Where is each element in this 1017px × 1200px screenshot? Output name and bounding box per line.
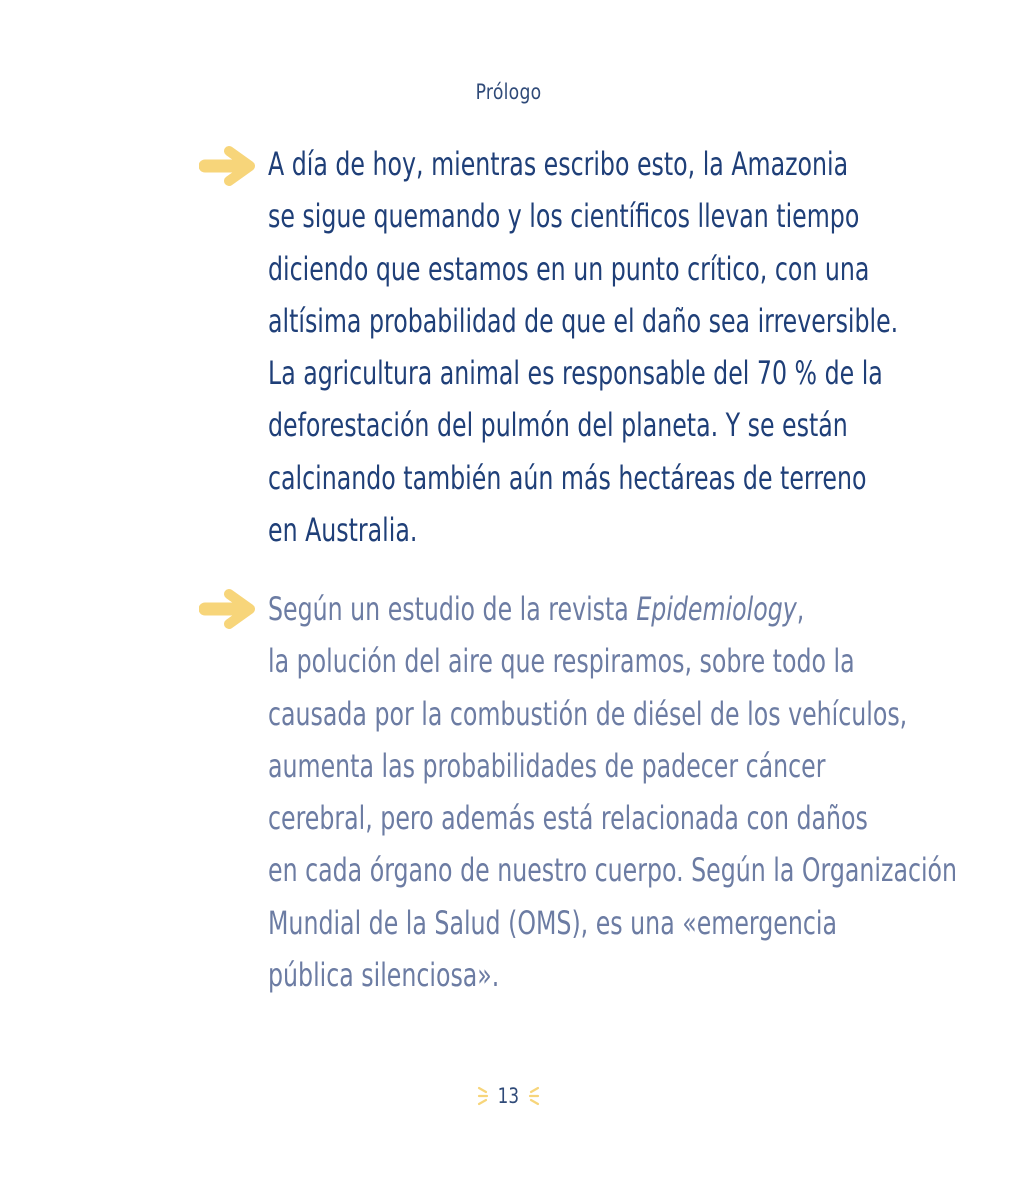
paragraph-line: A día de hoy, mientras escribo esto, la Amazonia [268, 145, 849, 183]
paragraph-line [268, 583, 957, 635]
paragraph-line: causada por la combustión de diésel de los vehículos, [268, 694, 908, 733]
decorative-ticks-right-icon [528, 1085, 540, 1107]
arrow-right-icon [199, 587, 259, 631]
paragraph-line: deforestación del pulmón del planeta. Y se están [268, 406, 848, 445]
line-text: , [796, 590, 805, 628]
paragraph-line: La agricultura animal es responsable del 70 % de la [268, 354, 883, 393]
paragraph-line: la polución del aire que respiramos, sobre todo la [268, 642, 855, 681]
paragraph-line: pública silenciosa». [268, 956, 500, 995]
paragraph-line: aumenta las probabilidades de padecer cáncer [268, 746, 826, 785]
line-text: Según un estudio de la revista [268, 590, 637, 628]
paragraph-line: cerebral, pero además está relacionada con daños [268, 799, 868, 838]
paragraph-line: calcinando también aún más hectáreas de terreno [268, 458, 867, 497]
arrow-right-icon [199, 144, 259, 188]
page-number: 13 [497, 1084, 520, 1108]
paragraph-line: en cada órgano de nuestro cuerpo. Según la Organización [268, 851, 958, 890]
paragraph-line: altísima probabilidad de que el daño sea irreversible. [268, 301, 899, 340]
running-head: Prólogo [475, 80, 542, 104]
paragraph-line: en Australia. [268, 511, 418, 550]
page-footer [0, 1084, 1017, 1108]
paragraph-2-text [268, 583, 1017, 1001]
paragraph-1-text [268, 138, 1017, 556]
decorative-ticks-left-icon [477, 1085, 489, 1107]
paragraph-line: se sigue quemando y los científicos llevan tiempo [268, 197, 860, 236]
paragraph-line: diciendo que estamos en un punto crítico, con una [268, 249, 870, 288]
paragraph-line: Mundial de la Salud (OMS), es una «emergencia [268, 903, 837, 942]
journal-title: Epidemiology [636, 590, 797, 628]
